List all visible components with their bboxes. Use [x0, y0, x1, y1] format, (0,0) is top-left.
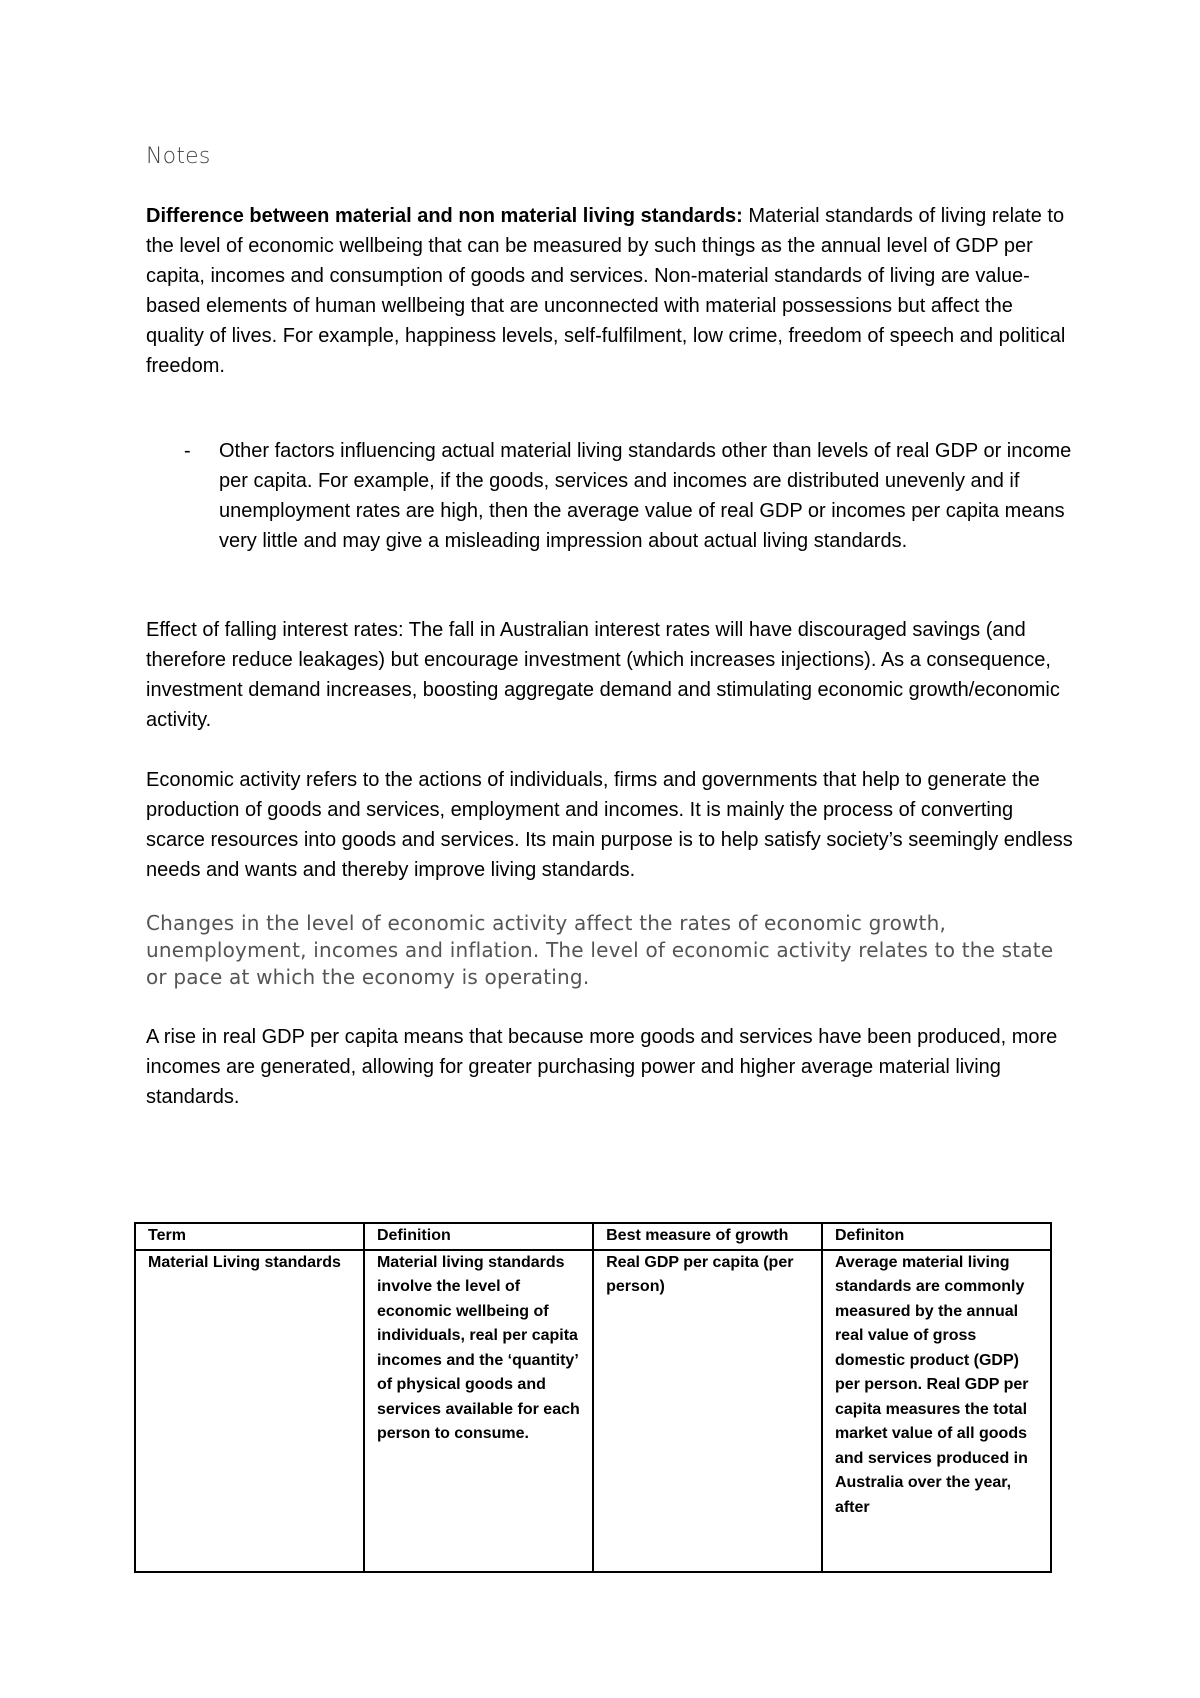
table-row — [135, 1250, 1051, 1572]
bullet-text: Other factors influencing actual material living standards other than levels of real GDP or income per capita. For example, if the goods, services and incomes are distributed unevenly and if unemployment rates are high, then the average value of real GDP or incomes per capita means very little and may give a misleading impression about actual living standards. — [219, 440, 1072, 552]
table-cell-term: Material Living standards — [135, 1250, 364, 1572]
paragraph-changes-level: Changes in the level of economic activity affect the rates of economic growth, unemployment, incomes and inflation. The level of economic activity relates to the state or pace at which the economy is operating. — [146, 911, 1054, 989]
table-cell-best-measure: Real GDP per capita (per person) — [593, 1250, 822, 1572]
paragraph-heading: Difference between material and non material living standards: — [146, 205, 743, 227]
notes-title: Notes — [146, 144, 211, 169]
paragraph-interest-rates: Effect of falling interest rates: The fall in Australian interest rates will have discouraged savings (and therefore reduce leakages) but encourage investment (which increases injections). As a consequence, investment demand increases, boosting aggregate demand and stimulating economic growth/economic activity. — [146, 619, 1060, 731]
table-cell-definition: Material living standards involve the level of economic wellbeing of individuals, real per capita incomes and the ‘quantity’ of physical goods and services available for each person to consume. — [364, 1250, 593, 1572]
table-header-best-measure: Best measure of growth — [593, 1223, 822, 1250]
definitions-table — [134, 1222, 1052, 1573]
bullet-marker: - — [184, 440, 191, 462]
table-header-definition: Definition — [364, 1223, 593, 1250]
table-cell-definition-2: Average material living standards are commonly measured by the annual real value of gross domestic product (GDP) per person. Real GDP per capita measures the total market value of all goods and services produced in Australia over the year, after — [822, 1250, 1051, 1572]
paragraph-real-gdp-rise: A rise in real GDP per capita means that because more goods and services have been produced, more incomes are generated, allowing for greater purchasing power and higher average material living standards. — [146, 1026, 1058, 1108]
table-header-term: Term — [135, 1223, 364, 1250]
table-header-definition-2: Definiton — [822, 1223, 1051, 1250]
paragraph-economic-activity: Economic activity refers to the actions of individuals, firms and governments that help to generate the production of goods and services, employment and incomes. It is mainly the process of converting scarce resources into goods and services. Its main purpose is to help satisfy society’s seemingly endless needs and wants and thereby improve living standards. — [146, 769, 1073, 881]
paragraph-material-vs-nonmaterial — [146, 201, 1076, 381]
table-header-row — [135, 1223, 1051, 1250]
paragraph-body: Material standards of living relate to the level of economic wellbeing that can be measured by such things as the annual level of GDP per capita, incomes and consumption of goods and services. Non-material standards of living are value-based elements of human wellbeing that are unconnected with material possessions but affect the quality of lives. For example, happiness levels, self-fulfilment, low crime, freedom of speech and political freedom. — [146, 205, 1066, 377]
